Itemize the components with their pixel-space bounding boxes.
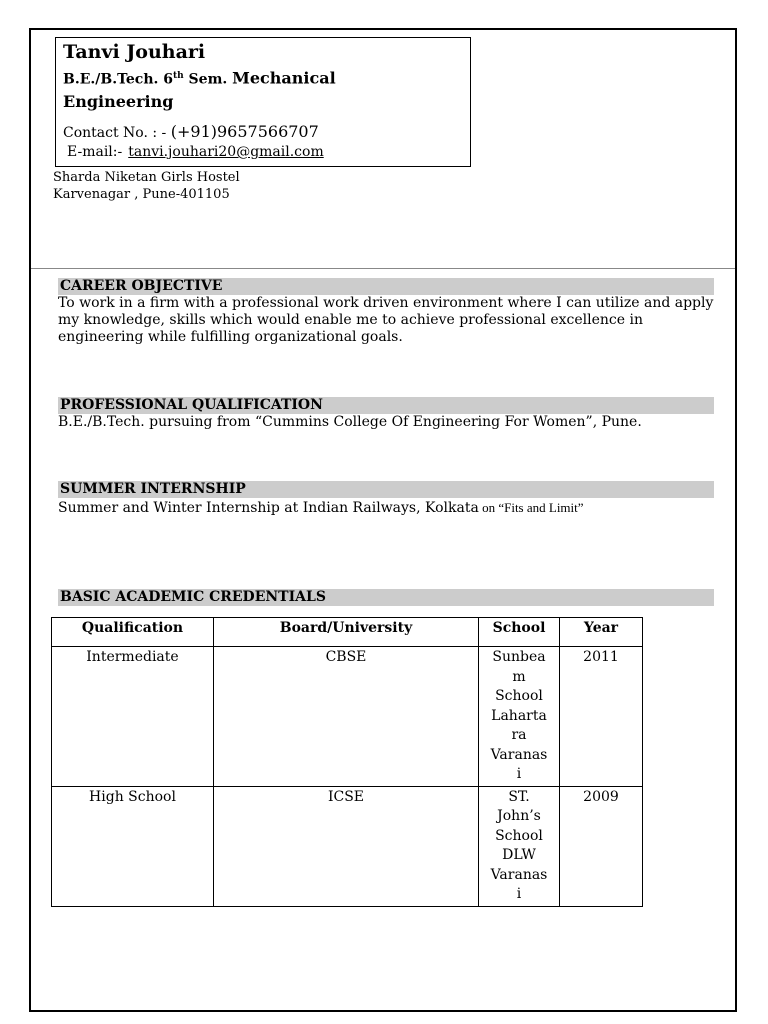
cell-board: ICSE — [214, 786, 479, 906]
cell-qualification: High School — [52, 786, 214, 906]
school-line: ra — [511, 727, 527, 743]
cell-board: CBSE — [214, 647, 479, 787]
address-line-2: Karvenagar , Pune-401105 — [53, 187, 230, 202]
header-school: School — [479, 618, 560, 647]
school-line: School — [495, 827, 543, 844]
section-career-title: CAREER OBJECTIVE — [58, 278, 714, 295]
school-line: Varanas — [490, 866, 548, 883]
cell-qualification: Intermediate — [52, 647, 214, 787]
academic-table — [51, 617, 643, 907]
table-header-row — [52, 618, 643, 647]
candidate-name: Tanvi Jouhari — [63, 41, 206, 63]
school-line: m — [512, 668, 526, 685]
cell-school — [479, 647, 560, 787]
contact-number: (+91)9657566707 — [170, 122, 319, 141]
email-link[interactable]: tanvi.jouhari20@gmail.com — [128, 144, 324, 160]
school-line: John’s — [497, 808, 541, 824]
contact-label: Contact No. : - — [63, 125, 171, 141]
email-line — [67, 144, 324, 160]
cell-year: 2011 — [560, 647, 643, 787]
degree-sem: Sem. — [183, 71, 233, 88]
section-academics-title: BASIC ACADEMIC CREDENTIALS — [58, 589, 714, 606]
section-internship-text — [58, 499, 718, 517]
header-qualification: Qualification — [52, 618, 214, 647]
school-line: School — [495, 688, 543, 704]
degree-prefix: B.E./B.Tech. 6 — [63, 71, 173, 88]
school-line: Varanas — [490, 746, 548, 763]
school-line: i — [516, 766, 522, 782]
internship-topic: on “Fits and Limit” — [478, 500, 584, 515]
internship-main: Summer and Winter Internship at Indian Railways, Kolkata — [58, 500, 479, 516]
school-line: ST. — [508, 788, 530, 805]
header-year: Year — [560, 618, 643, 647]
divider — [31, 268, 735, 269]
cell-year: 2009 — [560, 786, 643, 906]
section-qualification-title: PROFESSIONAL QUALIFICATION — [58, 397, 714, 414]
cell-school — [479, 786, 560, 906]
section-qualification-text: B.E./B.Tech. pursuing from “Cummins College Of Engineering For Women”, Pune. — [58, 414, 642, 430]
section-career-text: To work in a firm with a professional work driven environment where I can utilize and apply my knowledge, skills which would enable me to achieve professional excellence in engineering while fulfilling organizational goals. — [58, 295, 714, 345]
school-line: DLW — [502, 847, 536, 863]
email-label: E-mail:- — [67, 144, 123, 160]
contact-line — [63, 122, 319, 141]
school-line: i — [516, 886, 522, 902]
header-board: Board/University — [214, 618, 479, 647]
table-row — [52, 786, 643, 906]
table-row — [52, 647, 643, 787]
school-line: Sunbea — [492, 649, 546, 665]
degree-line — [63, 66, 443, 114]
degree-sup: th — [172, 71, 184, 81]
school-line: Laharta — [491, 707, 547, 724]
degree-branch: Mechanical Engineering — [63, 68, 336, 111]
address-line-1: Sharda Niketan Girls Hostel — [53, 170, 240, 185]
section-internship-title: SUMMER INTERNSHIP — [58, 481, 714, 498]
